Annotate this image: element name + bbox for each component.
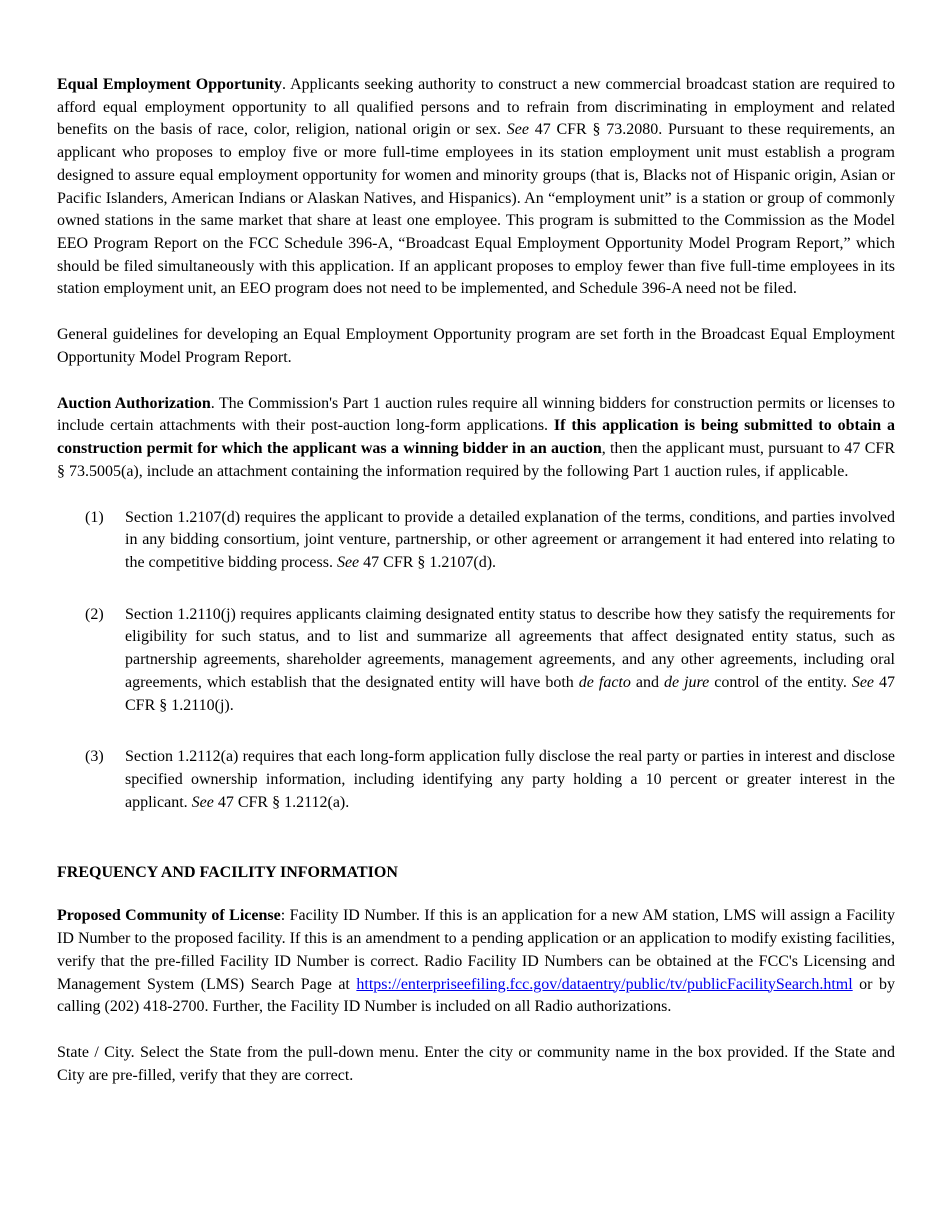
text-run: General guidelines for developing an Equal Employment Opportunity program are set forth in the Broadcast Equal Employment Opportunity Model Program Report. xyxy=(57,326,895,366)
text-run: See xyxy=(506,121,529,139)
text-run: See xyxy=(336,553,360,571)
text-run: 47 CFR § 1.2107(d). xyxy=(359,553,497,571)
text-run: , then the applicant must, pursuant to 47 CFR § 73.5005(a), include an attachment containing the information required by the following Part 1 auction rules, if applicable. xyxy=(57,440,895,480)
text-run: 47 CFR § 1.2112(a). xyxy=(213,793,350,811)
text-run: : Facility ID Number. If this is an application for a new AM station, LMS will assign a Facility ID Number to the proposed facility. If this is an amendment to a pending application or an application to modify existing facilities, verify that the pre-filled Facility ID Number is correct. Radio Facility ID Numbers can be obtained at the FCC's Licensing and Management System (LMS) Search Page at xyxy=(57,907,896,993)
para-equal-employment-opportunity xyxy=(57,74,895,301)
text-run: See xyxy=(851,673,875,691)
list-number: (2) xyxy=(85,605,104,623)
text-run: Section 1.2107(d) requires the applicant to provide a detailed explanation of the terms, conditions, and parties involved in any bidding consortium, joint venture, partnership, or other agreement or arrangement it had entered into relating to the competitive bidding process. xyxy=(125,508,895,571)
text-run: Auction Authorization xyxy=(57,394,211,412)
text-run: See xyxy=(191,793,214,811)
para-auction-authorization xyxy=(57,393,895,484)
list-item-1 xyxy=(57,507,895,575)
text-run: 47 CFR § 1.2110(j). xyxy=(125,673,896,714)
list-item-2 xyxy=(57,604,895,718)
text-run: Section 1.2112(a) requires that each long-form application fully disclose the real party or parties in interest and disclose specified ownership information, including identifying any party holding a 10 percent or greater interest in the applicant. xyxy=(125,748,895,811)
list-number: (3) xyxy=(85,748,104,766)
text-run: . Applicants seeking authority to construct a new commercial broadcast station are required to afford equal employment opportunity to all qualified persons and to refrain from discriminating in employment and related benefits on the basis of race, color, religion, national origin or sex. xyxy=(57,76,895,139)
text-run: State / City. Select the State from the pull-down menu. Enter the city or community name in the box provided. If the State and City are pre-filled, verify that they are correct. xyxy=(57,1044,895,1084)
text-run: de jure xyxy=(663,673,710,691)
list-item-3 xyxy=(57,746,895,814)
facility-search-link[interactable]: https://enterpriseefiling.fcc.gov/dataentry/public/tv/publicFacilitySearch.html xyxy=(356,975,853,993)
section-heading-frequency-facility: FREQUENCY AND FACILITY INFORMATION xyxy=(57,864,398,882)
text-run: or by calling (202) 418-2700. Further, the Facility ID Number is included on all Radio authorizations. xyxy=(57,975,896,1016)
para-state-city xyxy=(57,1042,895,1087)
para-general-guidelines xyxy=(57,324,895,369)
text-run: Section 1.2110(j) requires applicants claiming designated entity status to describe how they satisfy the requirements for eligibility for such status, and to list and summarize all agreements that affect designated entity status, such as partnership agreements, shareholder agreements, management agreements, and any other agreements, including oral agreements, which establish that the designated entity will have both xyxy=(125,605,895,691)
text-run: 47 CFR § 73.2080. Pursuant to these requirements, an applicant who proposes to employ five or more full-time employees in its station employment unit must establish a program designed to assure equal employment opportunity for women and minority groups (that is, Blacks not of Hispanic origin, Asian or Pacific Islanders, American Indians or Alaskan Natives, and Hispanics). An “employment unit” is a station or group of commonly owned stations in the same market that share at least one employee. This program is submitted to the Commission as the Model EEO Program Report on the FCC Schedule 396-A, “Broadcast Equal Employment Opportunity Model Program Report,” which should be filed simultaneously with this application. If an applicant proposes to employ fewer than five full-time employees in its station employment unit, an EEO program does not need to be implemented, and Schedule 396-A need not be filed. xyxy=(57,121,895,298)
list-item-text xyxy=(125,604,895,718)
list-item-text xyxy=(125,746,895,814)
text-run: control of the entity. xyxy=(709,673,852,691)
text-run: If this application is being submitted to obtain a construction permit for which the applicant was a winning bidder in an auction xyxy=(57,417,896,458)
list-item-text xyxy=(125,507,895,575)
text-run: Equal Employment Opportunity xyxy=(57,76,283,93)
text-run: and xyxy=(630,673,664,691)
list-number: (1) xyxy=(85,508,104,526)
text-run: . The Commission's Part 1 auction rules require all winning bidders for construction permits or licenses to include certain attachments with their post-auction long-form applications. xyxy=(57,394,896,435)
text-run: Proposed Community of License xyxy=(57,907,281,925)
text-run: de facto xyxy=(578,673,631,691)
para-proposed-community-of-license xyxy=(57,905,895,1019)
